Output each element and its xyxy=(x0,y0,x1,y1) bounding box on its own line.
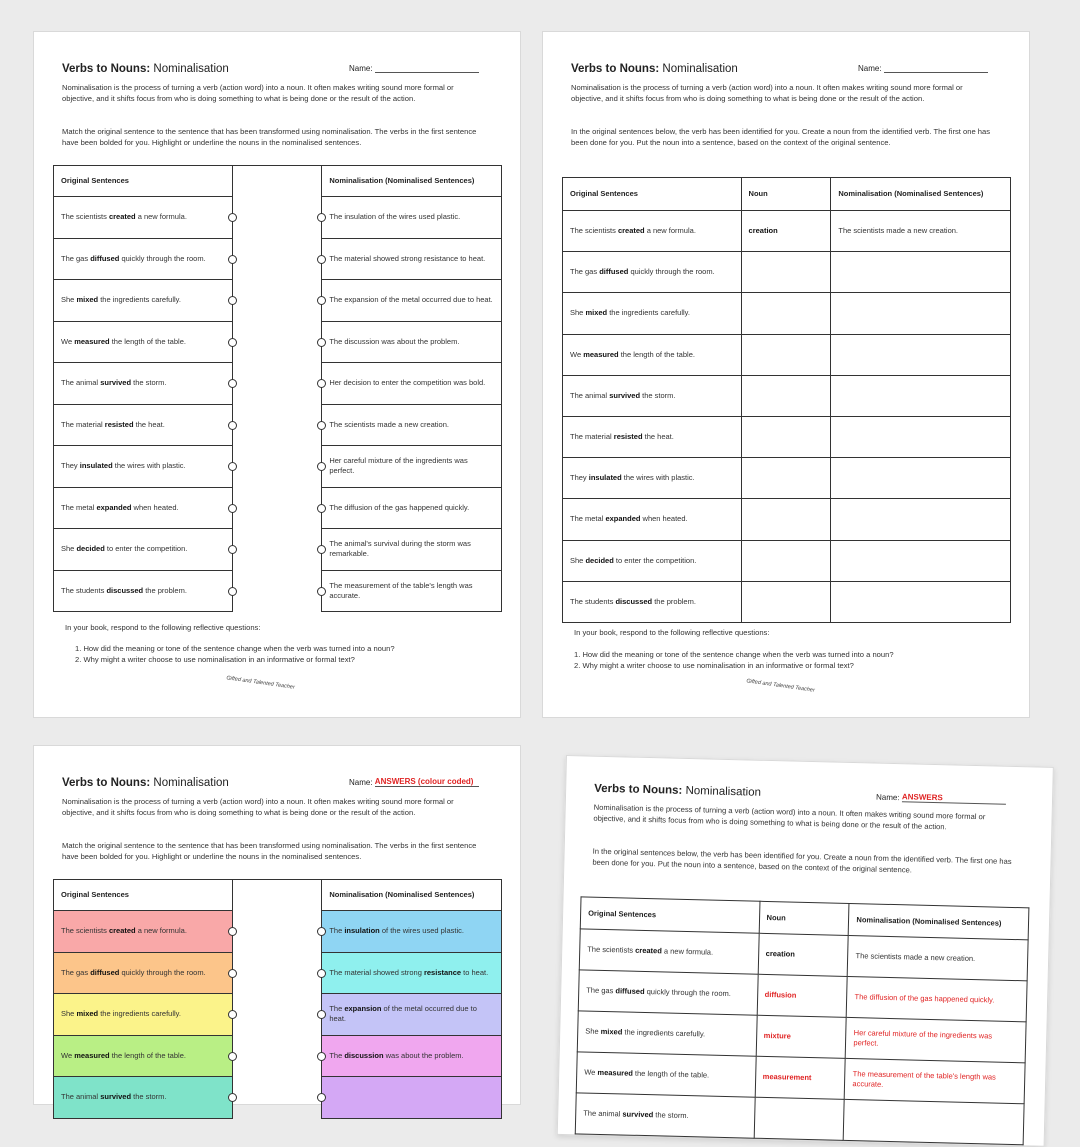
worksheet-matching xyxy=(33,31,521,718)
question-1: 1. How did the meaning or tone of the sentence change when the verb was turned into a noun? xyxy=(75,644,395,653)
intro-paragraph: Nominalisation is the process of turning a verb (action word) into a noun. It often makes writing sound more formal or objective, and it shifts focus from who is doing something to what is being done or the result of the action. xyxy=(62,83,454,103)
match-dot-left[interactable] xyxy=(228,969,237,978)
nominalised-sentence: Her decision to enter the competition was bold. xyxy=(322,363,502,405)
page-title: Verbs to Nouns: Nominalisation xyxy=(594,782,762,799)
original-sentence: The material resisted the heat. xyxy=(563,416,742,457)
sentence-cell: The scientists made a new creation. xyxy=(848,935,1029,980)
match-gap xyxy=(232,363,322,405)
original-sentence: The students discussed the problem. xyxy=(54,570,233,612)
worksheet-noun-table xyxy=(542,31,1030,718)
match-dot-left[interactable] xyxy=(228,255,237,264)
sentence-cell[interactable] xyxy=(831,540,1011,581)
intro-paragraph: Nominalisation is the process of turning a verb (action word) into a noun. It often makes writing sound more formal or objective, and it shifts focus from who is doing something to what is being done or the result of the action. xyxy=(593,802,986,831)
original-sentence: The scientists created a new formula. xyxy=(54,911,233,953)
answers-label: ANSWERS (colour coded) xyxy=(375,777,479,787)
sentence-cell[interactable] xyxy=(831,499,1011,540)
nominalised-sentence: The expansion of the metal occurred due to heat. xyxy=(322,994,502,1036)
table-row xyxy=(563,416,1011,457)
noun-cell[interactable]: creation xyxy=(741,211,831,252)
header-noun: Noun xyxy=(759,901,850,935)
sentence-cell[interactable]: The scientists made a new creation. xyxy=(831,211,1011,252)
original-sentence: The scientists created a new formula. xyxy=(563,211,742,252)
original-sentence: The gas diffused quickly through the room. xyxy=(54,238,233,280)
nominalised-sentence: The scientists made a new creation. xyxy=(322,404,502,446)
original-sentence: The metal expanded when heated. xyxy=(563,499,742,540)
header-original: Original Sentences xyxy=(54,166,233,197)
nominalised-sentence: The material showed strong resistance to heat. xyxy=(322,238,502,280)
match-dot-left[interactable] xyxy=(228,379,237,388)
match-dot-left[interactable] xyxy=(228,1010,237,1019)
noun-cell[interactable] xyxy=(741,375,831,416)
match-dot-left[interactable] xyxy=(228,504,237,513)
original-sentence: We measured the length of the table. xyxy=(54,321,233,363)
match-gap xyxy=(232,280,322,322)
nominalised-sentence: The expansion of the metal occurred due to heat. xyxy=(322,280,502,322)
table-row xyxy=(563,499,1011,540)
noun-cell: creation xyxy=(758,933,849,976)
worksheet-answers xyxy=(557,755,1054,1147)
match-dot-left[interactable] xyxy=(228,927,237,936)
instructions-paragraph: Match the original sentence to the sentence that has been transformed using nominalisation. The verbs in the first sentence have been bolded for you. Highlight or underline the nouns in the nominalised sentences. xyxy=(62,127,477,147)
sentence-cell[interactable] xyxy=(831,334,1011,375)
match-dot-left[interactable] xyxy=(228,338,237,347)
table-row xyxy=(563,211,1011,252)
nominalised-sentence: The diffusion of the gas happened quickly. xyxy=(322,487,502,529)
page-title: Verbs to Nouns: Nominalisation xyxy=(571,63,738,75)
match-dot-left[interactable] xyxy=(228,587,237,596)
noun-cell[interactable] xyxy=(741,334,831,375)
table-row xyxy=(54,197,502,239)
table-row xyxy=(563,581,1011,622)
noun-cell[interactable] xyxy=(741,252,831,293)
noun-cell[interactable] xyxy=(741,499,831,540)
original-sentence: She mixed the ingredients carefully. xyxy=(563,293,742,334)
noun-cell[interactable] xyxy=(741,540,831,581)
original-sentence: The gas diffused quickly through the room. xyxy=(563,252,742,293)
noun-cell[interactable] xyxy=(741,581,831,622)
original-sentence: The scientists created a new formula. xyxy=(54,197,233,239)
header-nominalised: Nominalisation (Nominalised Sentences) xyxy=(322,880,502,911)
original-sentence: The metal expanded when heated. xyxy=(54,487,233,529)
table-row xyxy=(54,238,502,280)
nominalised-sentence: The insulation of the wires used plastic. xyxy=(322,911,502,953)
header-nominalised: Nominalisation (Nominalised Sentences) xyxy=(322,166,502,197)
noun-cell[interactable] xyxy=(741,293,831,334)
table-row xyxy=(54,952,502,994)
table-row xyxy=(54,446,502,488)
page-title: Verbs to Nouns: Nominalisation xyxy=(62,777,229,789)
sentence-cell: The measurement of the table's length was accurate. xyxy=(845,1058,1026,1103)
name-field[interactable]: Name: xyxy=(349,64,479,73)
instructions-paragraph: In the original sentences below, the verb has been identified for you. Create a noun from the identified verb. The first one has been done for you. Put the noun into a sentence, based on the context of the original sentence. xyxy=(571,127,991,147)
table-row xyxy=(54,911,502,953)
reflect-intro: In your book, respond to the following reflective questions: xyxy=(574,628,770,637)
sentence-cell[interactable] xyxy=(831,581,1011,622)
header-original: Original Sentences xyxy=(580,897,759,933)
match-gap xyxy=(232,529,322,571)
sentence-cell[interactable] xyxy=(831,293,1011,334)
table-row xyxy=(563,458,1011,499)
original-sentence: She mixed the ingredients carefully. xyxy=(54,280,233,322)
question-1: 1. How did the meaning or tone of the sentence change when the verb was turned into a noun? xyxy=(574,650,894,659)
match-gap xyxy=(232,1077,322,1119)
header-original: Original Sentences xyxy=(54,880,233,911)
header-nominalised: Nominalisation (Nominalised Sentences) xyxy=(831,178,1011,211)
table-row xyxy=(54,321,502,363)
noun-table xyxy=(562,177,1011,623)
sentence-cell: The diffusion of the gas happened quickly. xyxy=(847,976,1028,1021)
original-sentence: They insulated the wires with plastic. xyxy=(563,458,742,499)
noun-cell[interactable] xyxy=(741,458,831,499)
name-field[interactable]: Name: ANSWERS xyxy=(876,792,1006,805)
original-sentence: She decided to enter the competition. xyxy=(54,529,233,571)
noun-table-answers xyxy=(575,896,1030,1145)
sentence-cell[interactable] xyxy=(831,252,1011,293)
original-sentence: The animal survived the storm. xyxy=(575,1093,754,1138)
match-dot-left[interactable] xyxy=(228,545,237,554)
noun-cell: measurement xyxy=(755,1056,846,1099)
original-sentence: We measured the length of the table. xyxy=(563,334,742,375)
sentence-cell xyxy=(844,1099,1025,1144)
original-sentence: The scientists created a new formula. xyxy=(579,929,758,974)
nominalised-sentence xyxy=(322,1077,502,1119)
table-row xyxy=(563,252,1011,293)
table-row xyxy=(54,570,502,612)
noun-cell xyxy=(754,1097,845,1140)
original-sentence: The animal survived the storm. xyxy=(54,1077,233,1119)
sentence-cell[interactable] xyxy=(831,416,1011,457)
original-sentence: She decided to enter the competition. xyxy=(563,540,742,581)
worksheet-answers-colour xyxy=(33,745,521,1105)
question-2: 2. Why might a writer choose to use nominalisation in an informative or formal text? xyxy=(75,655,355,664)
match-dot-left[interactable] xyxy=(228,213,237,222)
nominalised-sentence: Her careful mixture of the ingredients was perfect. xyxy=(322,446,502,488)
table-row xyxy=(54,1077,502,1119)
page-title: Verbs to Nouns: Nominalisation xyxy=(62,63,229,75)
nominalised-sentence: The discussion was about the problem. xyxy=(322,321,502,363)
noun-cell: mixture xyxy=(756,1015,847,1058)
name-field[interactable]: Name: ANSWERS (colour coded) xyxy=(349,777,479,787)
original-sentence: We measured the length of the table. xyxy=(576,1052,755,1097)
table-row xyxy=(54,363,502,405)
match-dot-left[interactable] xyxy=(228,1093,237,1102)
noun-cell: diffusion xyxy=(757,974,848,1017)
match-gap xyxy=(232,994,322,1036)
match-gap xyxy=(232,197,322,239)
brand-logo: Gifted and Talented Teacher xyxy=(225,675,296,691)
matching-table xyxy=(53,165,502,612)
name-field[interactable]: Name: xyxy=(858,64,988,73)
match-gap xyxy=(232,952,322,994)
match-gap xyxy=(232,404,322,446)
intro-paragraph: Nominalisation is the process of turning a verb (action word) into a noun. It often makes writing sound more formal or objective, and it shifts focus from who is doing something to what is being done or the result of the action. xyxy=(62,797,454,817)
header-original: Original Sentences xyxy=(563,178,742,211)
original-sentence: The gas diffused quickly through the room. xyxy=(54,952,233,994)
table-row xyxy=(54,404,502,446)
table-row xyxy=(563,540,1011,581)
nominalised-sentence: The material showed strong resistance to heat. xyxy=(322,952,502,994)
original-sentence: The material resisted the heat. xyxy=(54,404,233,446)
matching-table-answers xyxy=(53,879,502,1119)
match-dot-left[interactable] xyxy=(228,421,237,430)
original-sentence: The students discussed the problem. xyxy=(563,581,742,622)
header-nominalised: Nominalisation (Nominalised Sentences) xyxy=(849,903,1029,939)
sentence-cell[interactable] xyxy=(831,375,1011,416)
nominalised-sentence: The animal's survival during the storm was remarkable. xyxy=(322,529,502,571)
question-2: 2. Why might a writer choose to use nominalisation in an informative or formal text? xyxy=(574,661,854,670)
table-row xyxy=(563,334,1011,375)
match-dot-left[interactable] xyxy=(228,1052,237,1061)
table-row xyxy=(563,375,1011,416)
table-row xyxy=(54,994,502,1036)
table-row xyxy=(54,529,502,571)
answers-label: ANSWERS xyxy=(902,792,1006,805)
nominalised-sentence: The insulation of the wires used plastic. xyxy=(322,197,502,239)
header-noun: Noun xyxy=(741,178,831,211)
original-sentence: She mixed the ingredients carefully. xyxy=(577,1011,756,1056)
match-gap xyxy=(232,446,322,488)
match-gap xyxy=(232,570,322,612)
original-sentence: They insulated the wires with plastic. xyxy=(54,446,233,488)
original-sentence: The animal survived the storm. xyxy=(54,363,233,405)
nominalised-sentence: The measurement of the table's length was accurate. xyxy=(322,570,502,612)
original-sentence: She mixed the ingredients carefully. xyxy=(54,994,233,1036)
match-dot-left[interactable] xyxy=(228,296,237,305)
reflect-intro: In your book, respond to the following reflective questions: xyxy=(65,623,261,632)
table-row xyxy=(54,280,502,322)
match-gap xyxy=(232,911,322,953)
table-row xyxy=(54,487,502,529)
noun-cell[interactable] xyxy=(741,416,831,457)
intro-paragraph: Nominalisation is the process of turning a verb (action word) into a noun. It often makes writing sound more formal or objective, and it shifts focus from who is doing something to what is being done or the result of the action. xyxy=(571,83,963,103)
match-dot-left[interactable] xyxy=(228,462,237,471)
instructions-paragraph: In the original sentences below, the verb has been identified for you. Create a noun from the identified verb. The first one has been done for you. Put the noun into a sentence, based on the context of the original sentence. xyxy=(592,846,1012,874)
match-gap xyxy=(232,487,322,529)
match-gap xyxy=(232,321,322,363)
sentence-cell[interactable] xyxy=(831,458,1011,499)
original-sentence: The gas diffused quickly through the room. xyxy=(578,970,757,1015)
sentence-cell: Her careful mixture of the ingredients was perfect. xyxy=(846,1017,1027,1062)
table-row xyxy=(563,293,1011,334)
table-row xyxy=(54,1035,502,1077)
original-sentence: We measured the length of the table. xyxy=(54,1035,233,1077)
original-sentence: The animal survived the storm. xyxy=(563,375,742,416)
match-gap xyxy=(232,238,322,280)
match-gap xyxy=(232,1035,322,1077)
brand-logo: Gifted and Talented Teacher xyxy=(745,678,816,694)
nominalised-sentence: The discussion was about the problem. xyxy=(322,1035,502,1077)
instructions-paragraph: Match the original sentence to the sentence that has been transformed using nominalisation. The verbs in the first sentence have been bolded for you. Highlight or underline the nouns in the nominalised sentences. xyxy=(62,841,477,861)
